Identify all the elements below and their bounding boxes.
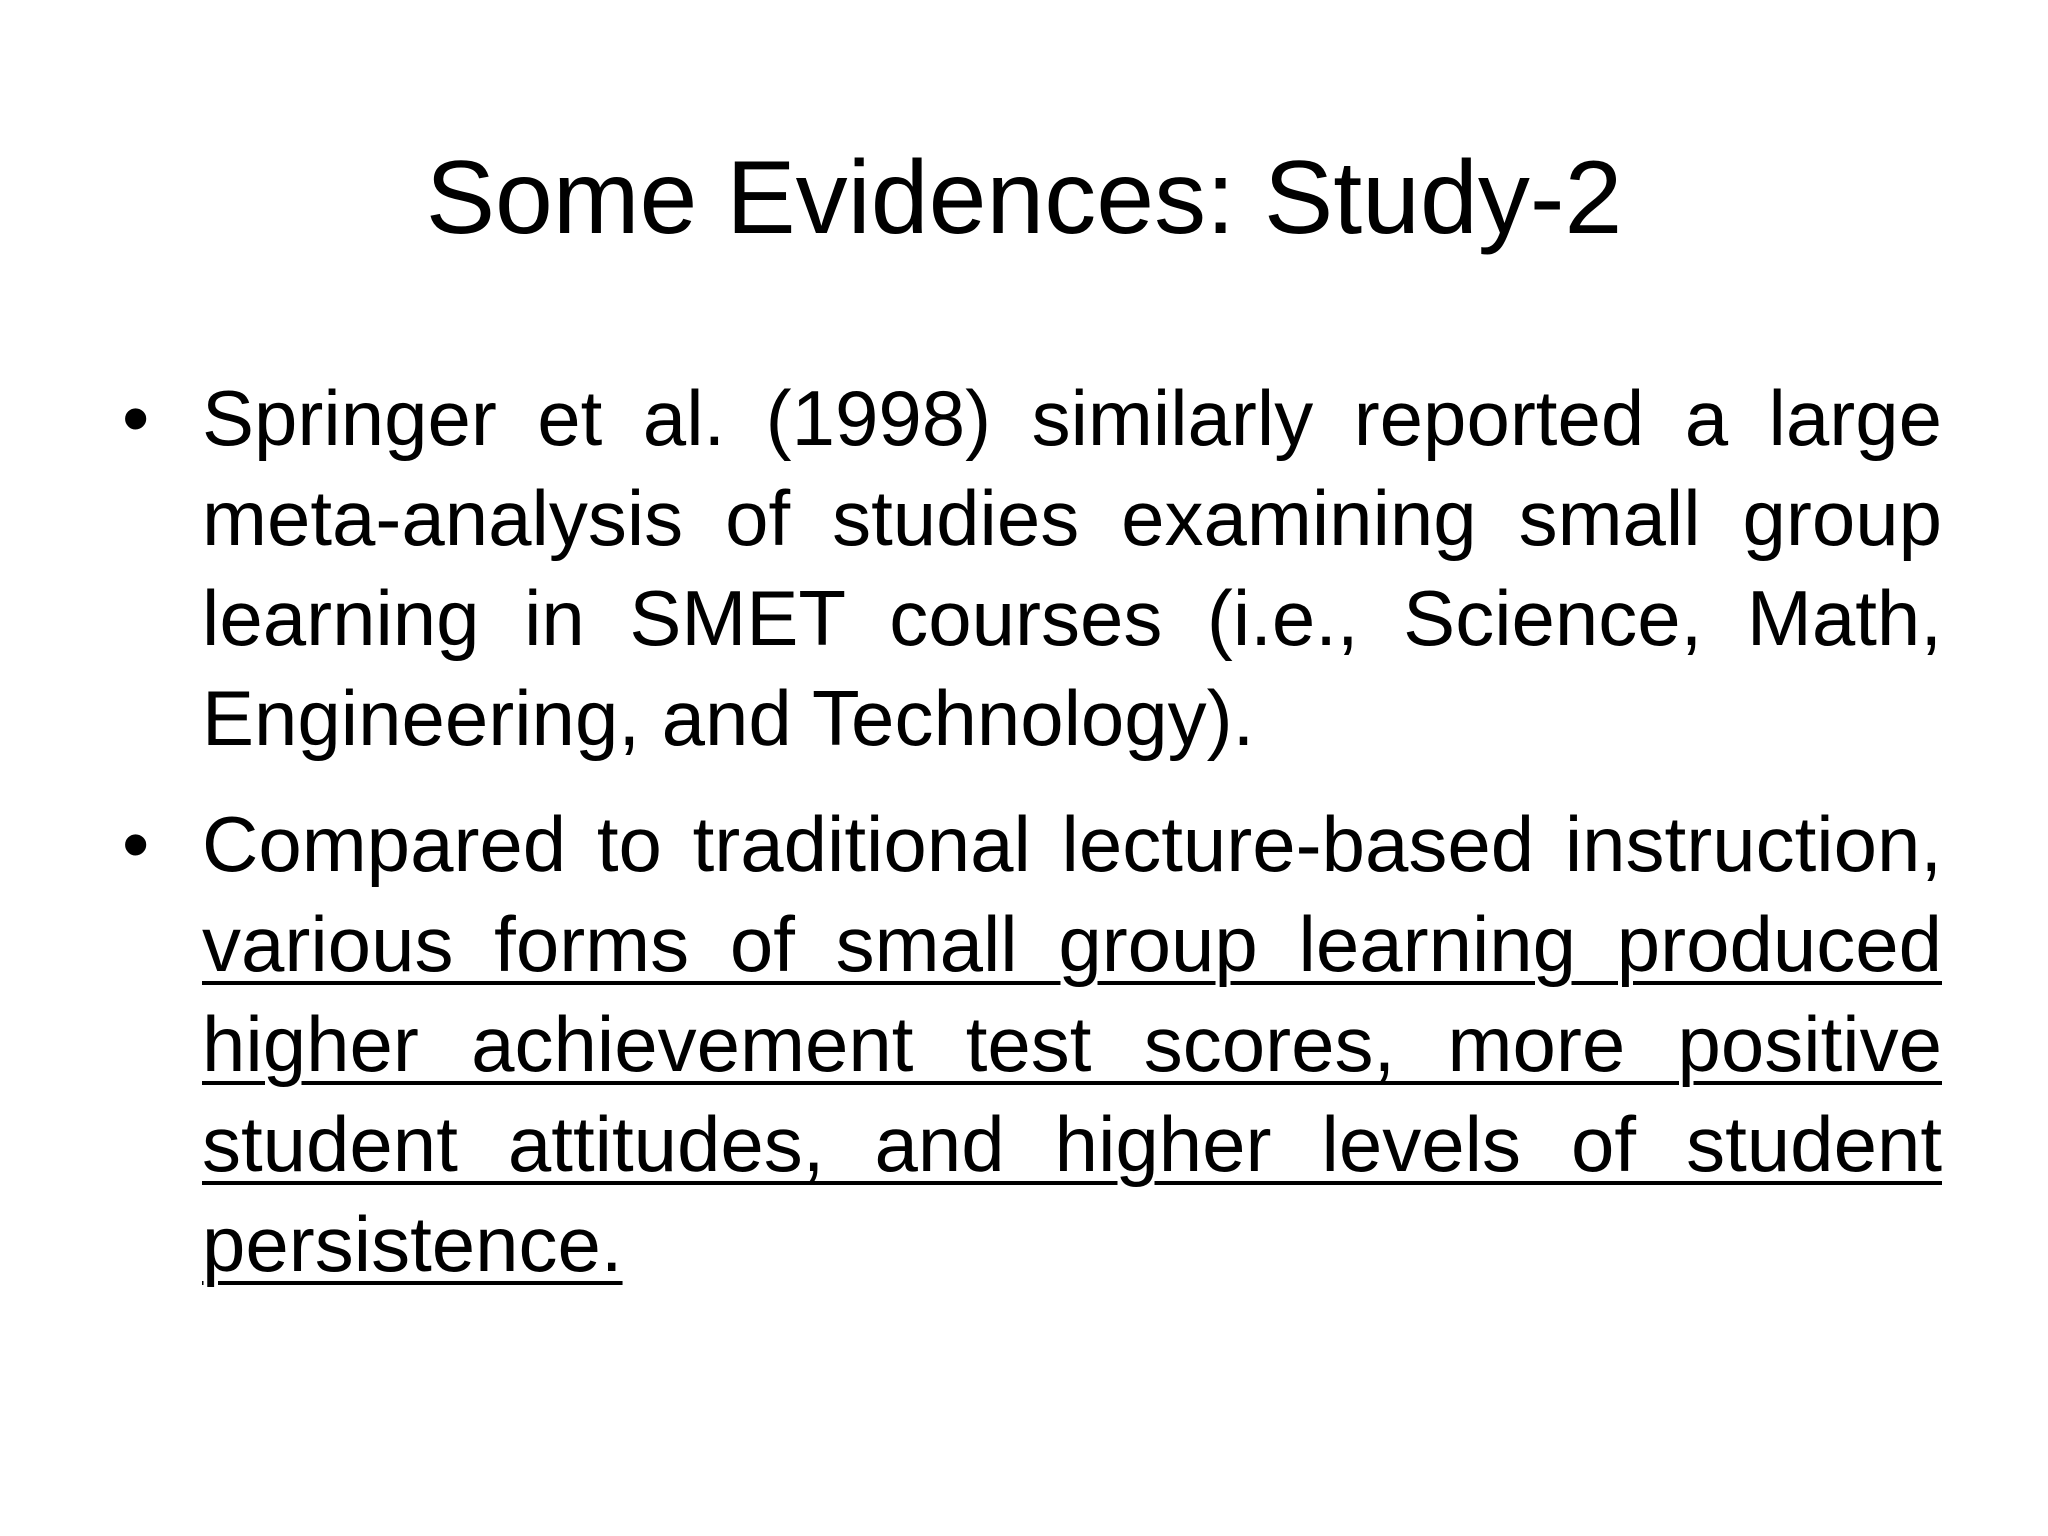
bullet-lead-text: Compared to traditional lecture-based instruction, [202,800,1942,888]
bullet-icon: • [122,374,150,462]
bullet-text: Springer et al. (1998) similarly reported a large meta-analysis of studies examining small group learning in SMET courses (i.e., Science, Math, Engineering, and Technology). [202,374,1942,762]
slide-title: Some Evidences: Study-2 [425,140,1623,256]
bullet-list [122,368,1942,1320]
bullet-item-comparison [122,794,1942,1294]
bullet-item-springer [122,368,1942,768]
bullet-icon: • [122,800,150,888]
bullet-underlined-text: various forms of small group learning produced higher achievement test scores, more positive student attitudes, and higher levels of student persistence. [202,900,1942,1288]
